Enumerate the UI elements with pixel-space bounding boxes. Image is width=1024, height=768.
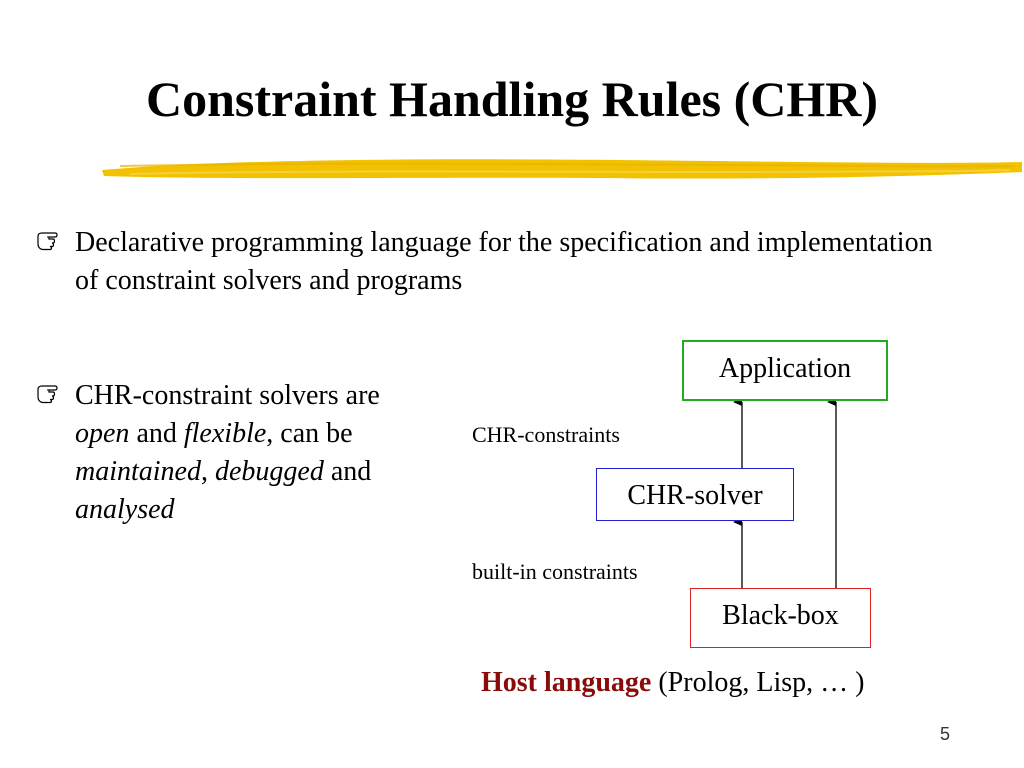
bullet-text-part: , can be [266, 418, 353, 449]
chr-solver-box: CHR-solver [596, 468, 794, 521]
host-language-line [481, 669, 864, 697]
page-number: 5 [940, 724, 951, 744]
host-language-strong: Host language [481, 667, 652, 698]
pointing-hand-icon [35, 377, 65, 407]
host-language-rest: (Prolog, Lisp, … ) [651, 667, 865, 698]
emphasis-debugged: debugged [215, 456, 324, 487]
emphasis-open: open [75, 418, 130, 449]
bullet-text-part: and [129, 418, 184, 449]
bullet-text-part: and [323, 456, 372, 487]
black-box-box: Black-box [690, 588, 871, 648]
bullet-item [75, 224, 955, 300]
chr-constraints-label: CHR-constraints [472, 422, 620, 447]
bullet-text-part: CHR-constraint solvers are [75, 380, 380, 411]
pointing-hand-icon [35, 224, 65, 254]
application-box: Application [682, 340, 888, 401]
builtin-constraints-label: built-in constraints [472, 559, 638, 584]
bullet-text: Declarative programming language for the specification and implementation of constraint solvers and programs [75, 227, 933, 296]
title-underline-brushstroke [100, 150, 1024, 186]
emphasis-maintained: maintained [75, 456, 201, 487]
emphasis-flexible: flexible [183, 418, 267, 449]
bullet-text-part: , [201, 456, 215, 487]
bullet-item [75, 377, 435, 529]
slide-title: Constraint Handling Rules (CHR) [145, 71, 879, 127]
emphasis-analysed: analysed [75, 494, 175, 525]
